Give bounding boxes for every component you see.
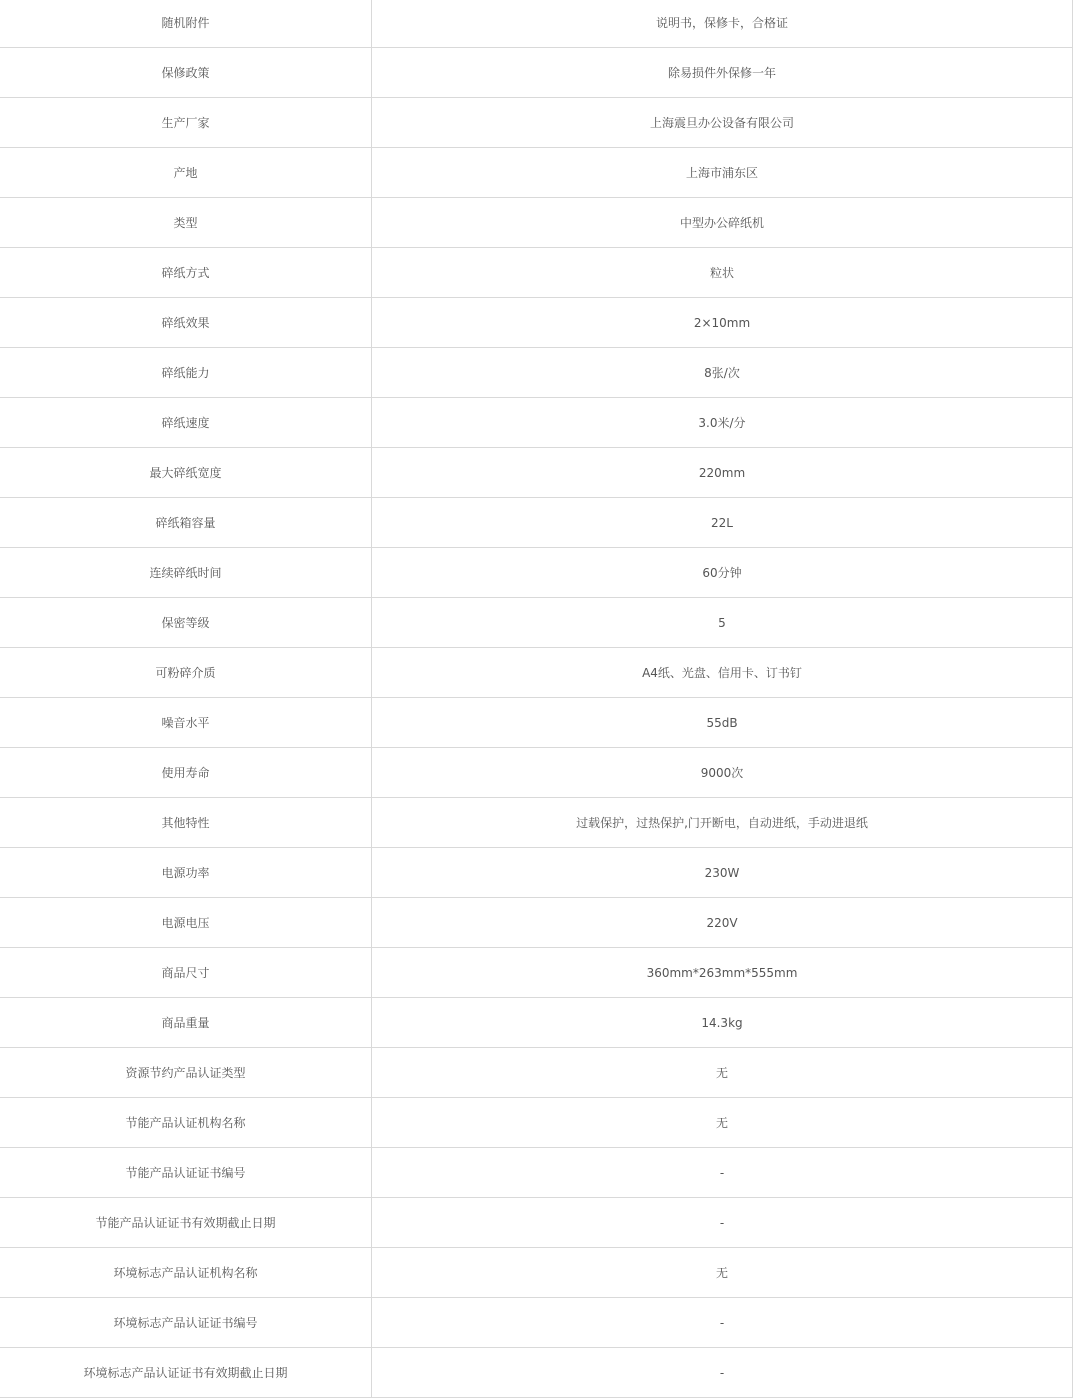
spec-row (0, 898, 1073, 948)
spec-value: 230W (372, 848, 1073, 898)
spec-label: 使用寿命 (0, 748, 372, 798)
spec-value: 220mm (372, 448, 1073, 498)
spec-row (0, 448, 1073, 498)
spec-row (0, 798, 1073, 848)
spec-row (0, 0, 1073, 48)
spec-value: 220V (372, 898, 1073, 948)
spec-value: 说明书，保修卡，合格证 (372, 0, 1073, 48)
spec-value: - (372, 1348, 1073, 1398)
spec-row (0, 348, 1073, 398)
spec-row (0, 548, 1073, 598)
spec-label: 电源功率 (0, 848, 372, 898)
spec-value: 60分钟 (372, 548, 1073, 598)
spec-label: 商品重量 (0, 998, 372, 1048)
spec-row (0, 1348, 1073, 1398)
spec-label: 碎纸能力 (0, 348, 372, 398)
spec-row (0, 1048, 1073, 1098)
spec-row (0, 1098, 1073, 1148)
spec-label: 碎纸速度 (0, 398, 372, 448)
spec-label: 保密等级 (0, 598, 372, 648)
spec-label: 连续碎纸时间 (0, 548, 372, 598)
spec-label: 环境标志产品认证证书编号 (0, 1298, 372, 1348)
spec-value: 过载保护，过热保护,门开断电，自动进纸，手动进退纸 (372, 798, 1073, 848)
spec-row (0, 848, 1073, 898)
spec-value: 55dB (372, 698, 1073, 748)
spec-label: 节能产品认证证书有效期截止日期 (0, 1198, 372, 1248)
spec-label: 节能产品认证证书编号 (0, 1148, 372, 1198)
spec-label: 最大碎纸宽度 (0, 448, 372, 498)
spec-row (0, 48, 1073, 98)
spec-row (0, 1148, 1073, 1198)
spec-label: 电源电压 (0, 898, 372, 948)
spec-value: 上海震旦办公设备有限公司 (372, 98, 1073, 148)
spec-row (0, 998, 1073, 1048)
spec-label: 环境标志产品认证证书有效期截止日期 (0, 1348, 372, 1398)
spec-label: 其他特性 (0, 798, 372, 848)
spec-value: 5 (372, 598, 1073, 648)
spec-value: 2×10mm (372, 298, 1073, 348)
spec-value: 3.0米/分 (372, 398, 1073, 448)
spec-label: 资源节约产品认证类型 (0, 1048, 372, 1098)
spec-value: - (372, 1298, 1073, 1348)
spec-label: 碎纸方式 (0, 248, 372, 298)
spec-row (0, 498, 1073, 548)
spec-value: 粒状 (372, 248, 1073, 298)
spec-value: 中型办公碎纸机 (372, 198, 1073, 248)
spec-label: 碎纸效果 (0, 298, 372, 348)
spec-row (0, 148, 1073, 198)
spec-label: 可粉碎介质 (0, 648, 372, 698)
spec-value: 上海市浦东区 (372, 148, 1073, 198)
spec-label: 类型 (0, 198, 372, 248)
spec-value: - (372, 1148, 1073, 1198)
spec-label: 保修政策 (0, 48, 372, 98)
spec-row (0, 1298, 1073, 1348)
spec-label: 环境标志产品认证机构名称 (0, 1248, 372, 1298)
spec-value: 360mm*263mm*555mm (372, 948, 1073, 998)
spec-row (0, 248, 1073, 298)
spec-label: 商品尺寸 (0, 948, 372, 998)
spec-row (0, 748, 1073, 798)
spec-row (0, 1198, 1073, 1248)
spec-row (0, 198, 1073, 248)
spec-label: 生产厂家 (0, 98, 372, 148)
spec-label: 噪音水平 (0, 698, 372, 748)
spec-value: 无 (372, 1098, 1073, 1148)
spec-value: 9000次 (372, 748, 1073, 798)
spec-row (0, 698, 1073, 748)
spec-row (0, 1248, 1073, 1298)
spec-value: 除易损件外保修一年 (372, 48, 1073, 98)
spec-value: 无 (372, 1048, 1073, 1098)
spec-label: 随机附件 (0, 0, 372, 48)
spec-label: 产地 (0, 148, 372, 198)
spec-value: 14.3kg (372, 998, 1073, 1048)
spec-row (0, 298, 1073, 348)
spec-label: 碎纸箱容量 (0, 498, 372, 548)
spec-row (0, 98, 1073, 148)
spec-value: A4纸、光盘、信用卡、订书钉 (372, 648, 1073, 698)
spec-value: 8张/次 (372, 348, 1073, 398)
spec-row (0, 598, 1073, 648)
spec-row (0, 948, 1073, 998)
spec-value: 22L (372, 498, 1073, 548)
spec-label: 节能产品认证机构名称 (0, 1098, 372, 1148)
spec-value: 无 (372, 1248, 1073, 1298)
spec-value: - (372, 1198, 1073, 1248)
spec-row (0, 398, 1073, 448)
spec-row (0, 648, 1073, 698)
